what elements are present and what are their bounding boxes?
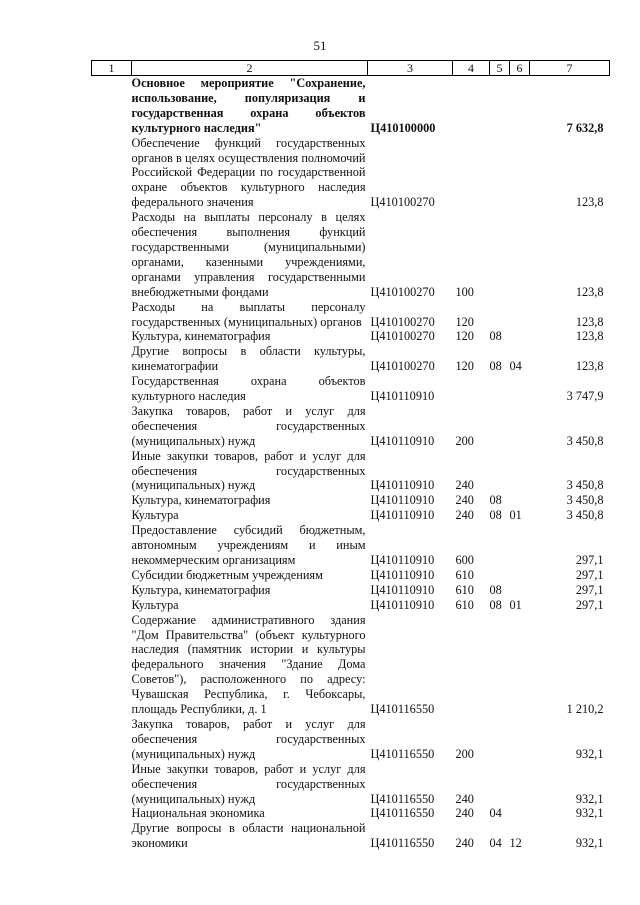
amount-cell: 932,1 [575, 791, 604, 806]
expense-type-cell: 120 [455, 314, 474, 329]
row-number-cell [92, 568, 132, 583]
target-article-cell: Ц410110910 [370, 582, 435, 597]
amount-cell: 3 450,8 [566, 493, 604, 508]
subsection-cell [510, 449, 530, 494]
expense-type-cell [453, 613, 490, 717]
section-cell [490, 449, 510, 494]
expense-type-cell: 200 [455, 433, 474, 448]
section-cell: 08 [489, 493, 502, 508]
expense-type-cell: 240 [455, 806, 474, 821]
target-article-cell: Ц410100270 [370, 284, 435, 299]
table-row [92, 136, 610, 211]
row-name-cell: Другие вопросы в области культуры, кинематографии [131, 344, 366, 374]
amount-cell: 297,1 [575, 553, 604, 567]
expense-type-cell: 120 [455, 329, 474, 344]
row-name-cell: Культура [131, 508, 179, 523]
row-number-cell [92, 493, 132, 508]
row-number-cell [92, 613, 132, 717]
row-name-cell: Национальная экономика [131, 806, 265, 821]
amount-cell: 123,8 [575, 329, 604, 344]
amount-cell: 7 632,8 [566, 120, 604, 135]
target-article-cell: Ц410110910 [370, 508, 435, 523]
subsection-cell: 12 [509, 836, 522, 851]
table-row [92, 821, 610, 851]
table-row [92, 568, 610, 583]
row-name-cell: Иные закупки товаров, работ и услуг для обеспечения государственных (муниципальных) нужд [131, 448, 366, 493]
row-number-cell [92, 136, 132, 211]
target-article-cell: Ц410100270 [370, 329, 435, 344]
target-article-cell: Ц410116550 [370, 746, 435, 761]
section-cell: 08 [489, 508, 502, 523]
target-article-cell: Ц410110910 [370, 567, 435, 582]
row-name-cell: Расходы на выплаты персоналу в целях обеспечения выполнения функций государственными (муниципальными) органами, казенными учреждениями, органами управления государственными внебюджетными фондами [131, 210, 366, 299]
row-number-cell [92, 76, 132, 136]
target-article-cell: Ц410100000 [370, 120, 436, 135]
row-number-cell [92, 583, 132, 598]
table-row [92, 374, 610, 404]
row-number-cell [92, 762, 132, 807]
section-cell [490, 568, 510, 583]
row-name-cell: Культура, кинематография [131, 493, 271, 508]
expense-type-cell [453, 374, 490, 404]
expense-type-cell: 200 [455, 746, 474, 761]
section-cell: 08 [489, 582, 502, 597]
target-article-cell: Ц410110910 [370, 389, 435, 404]
target-article-cell: Ц410110910 [370, 493, 435, 508]
amount-cell: 123,8 [575, 284, 604, 299]
amount-cell: 123,8 [575, 314, 604, 329]
table-row [92, 493, 610, 508]
row-number-cell [92, 508, 132, 523]
amount-cell: 297,1 [575, 567, 604, 582]
header-cell-col-1: 1 [92, 61, 132, 76]
target-article-cell: Ц410110910 [370, 433, 435, 448]
table-row [92, 210, 610, 299]
section-cell [490, 404, 510, 449]
subsection-cell [510, 717, 530, 762]
row-number-cell [92, 300, 132, 330]
target-article-cell: Ц410116550 [370, 702, 435, 717]
table-row [92, 762, 610, 807]
row-name-cell: Основное мероприятие "Сохранение, использование, популяризация и государственная охрана объектов культурного наследия" [131, 76, 366, 135]
amount-cell: 297,1 [575, 582, 604, 597]
header-cell-col-7: 7 [530, 61, 610, 76]
amount-cell: 123,8 [575, 359, 604, 374]
subsection-cell [510, 493, 530, 508]
subsection-cell [510, 806, 530, 821]
amount-cell: 123,8 [575, 195, 604, 210]
row-number-cell [92, 404, 132, 449]
row-number-cell [92, 210, 132, 299]
expense-type-cell: 100 [455, 284, 474, 299]
amount-cell: 932,1 [575, 806, 604, 821]
amount-cell: 297,1 [575, 597, 604, 612]
subsection-cell [510, 404, 530, 449]
header-cell-col-5: 5 [490, 61, 510, 76]
row-number-cell [92, 449, 132, 494]
subsection-cell [510, 613, 530, 717]
row-name-cell: Предоставление субсидий бюджетным, автономным учреждениям и иным некоммерческим организациям [131, 523, 366, 567]
table-row [92, 523, 610, 568]
table-row [92, 300, 610, 330]
amount-cell: 3 747,9 [566, 389, 604, 404]
row-number-cell [92, 717, 132, 762]
subsection-cell [510, 568, 530, 583]
amount-cell: 1 210,2 [566, 702, 604, 717]
expense-type-cell: 240 [455, 508, 474, 523]
table-row [92, 806, 610, 821]
header-cell-col-6: 6 [510, 61, 530, 76]
expense-type-cell [453, 76, 490, 136]
row-name-cell: Обеспечение функций государственных органов в целях осуществления полномочий Российской Федерации по государственной охране объектов культурного наследия федерального значения [131, 135, 366, 210]
table-row [92, 404, 610, 449]
subsection-cell [510, 523, 530, 568]
subsection-cell: 01 [509, 597, 522, 612]
section-cell: 04 [489, 806, 502, 821]
row-name-cell: Государственная охрана объектов культурного наследия [131, 374, 366, 404]
subsection-cell: 01 [509, 508, 522, 523]
expense-type-cell: 120 [455, 359, 474, 374]
target-article-cell: Ц410116550 [370, 791, 435, 806]
table-row [92, 613, 610, 717]
row-number-cell [92, 329, 132, 344]
row-number-cell [92, 523, 132, 568]
target-article-cell: Ц410100270 [370, 195, 435, 210]
target-article-cell: Ц410116550 [370, 836, 435, 851]
row-number-cell [92, 598, 132, 613]
target-article-cell: Ц410110910 [370, 553, 435, 567]
header-row [92, 61, 610, 76]
row-name-cell: Содержание административного здания "Дом Правительства" (объект культурного наследия (памятник истории и культуры федерального значения "Здание Дома Советов"), расположенного по адресу: Чувашская Республика, г. Чебоксары, площадь Республики, д. 1 [131, 612, 366, 717]
row-number-cell [92, 374, 132, 404]
section-cell: 08 [489, 329, 502, 344]
row-name-cell: Закупка товаров, работ и услуг для обеспечения государственных (муниципальных) нужд [131, 403, 366, 448]
expense-type-cell: 610 [455, 567, 474, 582]
target-article-cell: Ц410116550 [370, 806, 435, 821]
section-cell [490, 136, 510, 211]
table-row [92, 344, 610, 374]
row-number-cell [92, 821, 132, 851]
header-cell-col-3: 3 [368, 61, 453, 76]
page-number: 51 [313, 38, 327, 53]
budget-table [91, 60, 610, 851]
expense-type-cell: 240 [455, 493, 474, 508]
expense-type-cell: 600 [455, 553, 474, 567]
table-header [92, 61, 610, 76]
subsection-cell [510, 210, 530, 299]
target-article-cell: Ц410100270 [370, 314, 435, 329]
table-row [92, 449, 610, 494]
section-cell [490, 300, 510, 330]
table-row [92, 329, 610, 344]
subsection-cell [510, 300, 530, 330]
amount-cell: 3 450,8 [566, 433, 604, 448]
table-row [92, 583, 610, 598]
section-cell: 08 [489, 597, 502, 612]
expense-type-cell: 240 [455, 836, 474, 851]
row-name-cell: Культура, кинематография [131, 329, 271, 344]
expense-type-cell: 610 [455, 582, 474, 597]
row-number-cell [92, 806, 132, 821]
table-body [92, 76, 610, 852]
expense-type-cell [453, 136, 490, 211]
table-row [92, 717, 610, 762]
subsection-cell [510, 374, 530, 404]
amount-cell: 3 450,8 [566, 478, 604, 493]
subsection-cell [510, 762, 530, 807]
row-name-cell: Культура [131, 597, 179, 612]
section-cell [490, 210, 510, 299]
subsection-cell [510, 329, 530, 344]
section-cell: 08 [489, 359, 502, 374]
table-row [92, 598, 610, 613]
subsection-cell [510, 583, 530, 598]
subsection-cell [510, 136, 530, 211]
header-cell-col-2: 2 [132, 61, 368, 76]
row-name-cell: Субсидии бюджетным учреждениям [131, 567, 323, 582]
row-name-cell: Закупка товаров, работ и услуг для обеспечения государственных (муниципальных) нужд [131, 716, 366, 761]
section-cell [490, 76, 510, 136]
header-cell-col-4: 4 [453, 61, 490, 76]
amount-cell: 932,1 [575, 746, 604, 761]
row-name-cell: Другие вопросы в области национальной экономики [131, 821, 366, 851]
subsection-cell: 04 [509, 359, 522, 374]
expense-type-cell: 240 [455, 791, 474, 806]
section-cell [490, 717, 510, 762]
subsection-cell [510, 76, 530, 136]
row-name-cell: Иные закупки товаров, работ и услуг для обеспечения государственных (муниципальных) нужд [131, 761, 366, 806]
section-cell [490, 523, 510, 568]
target-article-cell: Ц410110910 [370, 597, 435, 612]
section-cell: 04 [489, 836, 502, 851]
section-cell [490, 374, 510, 404]
row-name-cell: Культура, кинематография [131, 582, 271, 597]
table-row [92, 76, 610, 136]
section-cell [490, 613, 510, 717]
expense-type-cell: 240 [455, 478, 474, 493]
amount-cell: 932,1 [575, 836, 604, 851]
row-name-cell: Расходы на выплаты персоналу государственных (муниципальных) органов [131, 299, 366, 329]
target-article-cell: Ц410110910 [370, 478, 435, 493]
target-article-cell: Ц410100270 [370, 359, 435, 374]
section-cell [490, 762, 510, 807]
amount-cell: 3 450,8 [566, 508, 604, 523]
expense-type-cell: 610 [455, 597, 474, 612]
row-number-cell [92, 344, 132, 374]
table-row [92, 508, 610, 523]
